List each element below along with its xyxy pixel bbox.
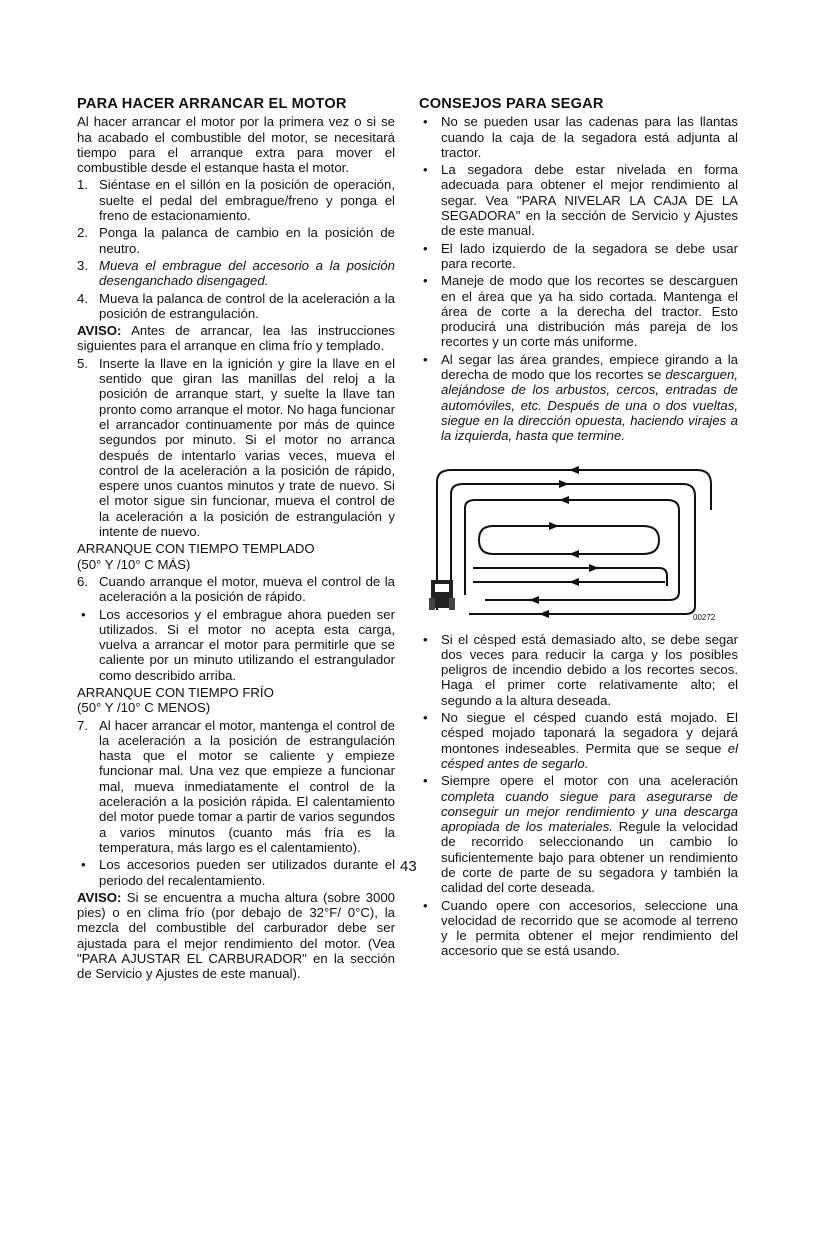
- page-number: 43: [400, 858, 417, 875]
- tip-bullet: [419, 352, 738, 444]
- tip-bullet: [419, 114, 738, 160]
- step-2: [77, 225, 395, 256]
- bullet-mark: •: [423, 114, 428, 130]
- warm-heading: ARRANQUE CON TIEMPO TEMPLADO: [77, 541, 315, 557]
- step-text: Cuando arranque el motor, mueva el control de la aceleración a la posición de rápido.: [99, 573, 395, 605]
- bullet-mark: •: [423, 351, 428, 367]
- bullet-text: No se pueden usar las cadenas para las llantas cuando la caja de la segadora está adjunta al tractor.: [441, 114, 738, 160]
- tip-bullet: [419, 898, 738, 959]
- aviso-text: Antes de arrancar, lea las instrucciones siguientes para el arranque en clima frío y templado.: [77, 323, 395, 354]
- bullet-text: El lado izquierdo de la segadora se debe usar para recorte.: [441, 240, 738, 271]
- bullet-text-italic: descarguen, alejándose de los arbustos, cercos, entradas de automóviles, etc. Después de una o dos vueltas, siegue en la dirección opuesta, haciendo virajes a la izquierda, hasta que termine.: [441, 367, 738, 444]
- warm-bullet: [77, 607, 395, 683]
- step-number: 4.: [77, 290, 88, 306]
- step-text: Siéntase en el sillón en la posición de operación, suelte el pedal del embrague/freno y ponga el freno de estacionamiento.: [99, 177, 395, 224]
- aviso-text: Si se encuentra a mucha altura (sobre 3000 pies) o en clima frío (por debajo de 32°F/ 0°C), la mezcla del combustible del carburador debe ser ajustada para el mejor rendimiento del motor. (Vea "PARA AJUSTAR EL CARBURADOR" en la sección de Servicio y Ajustes de este manual).: [77, 889, 395, 982]
- cold-heading: ARRANQUE CON TIEMPO FRÍO: [77, 684, 274, 700]
- mowing-pattern-diagram: [429, 460, 719, 622]
- bullet-mark: •: [81, 606, 86, 622]
- step-number: 7.: [77, 717, 88, 733]
- step-4: [77, 291, 395, 322]
- step-text: Inserte la llave en la ignición y gire la llave en el sentido que giran las manillas del reloj a la posición de arranque start, y suelte la llave tan pronto como arranque el motor. No haga funcionar el arrancador continuamente por más de quince segundos por minuto. Si el motor no arranca después de intentarlo varias veces, mueva el control de la aceleración a la posición de rápido, espere unos cuantos minutos y trate de nuevo. Si el motor sigue sin funcionar, mueva el control de la aceleración a la posición de estrangulación y intente de nuevo.: [99, 355, 395, 540]
- aviso-label: AVISO:: [77, 889, 122, 905]
- bullet-mark: •: [423, 773, 428, 789]
- bullet-mark: •: [423, 162, 428, 178]
- mowing-pattern-illustration: [429, 460, 719, 622]
- aviso-cold-warm: [77, 323, 395, 354]
- bullet-text: Si el césped está demasiado alto, se debe segar dos veces para reducir la carga y los posibles peligros de incendio debido a los recortes secos. Haga el primer corte relativamente alto; el segundo a la altura deseada.: [441, 631, 738, 708]
- cold-temp: (50° Y /10° C MENOS): [77, 700, 211, 716]
- bullet-mark: •: [423, 240, 428, 256]
- bullet-text-italic: completa cuando siegue para asegurarse de conseguir un mejor rendimiento y una descarga apropiada de los materiales.: [441, 788, 738, 835]
- bullet-text-normal: Al segar las área grandes, empiece girando a la derecha de modo que los recortes se: [441, 351, 738, 383]
- step-text: Al hacer arrancar el motor, mantenga el control de la aceleración a la posición de estrangulación hasta que el motor se caliente y empieze funcionar mal. Una vez que empieze a funcionar mal, mueva inmediatamente el control de la aceleración a la posición rápida. El calentamiento del motor puede tomar a partir de varios segundos a varios minutos (cuanto más fría es la temperatura, más largo es el calentamiento).: [99, 717, 395, 855]
- bullet-text: [441, 773, 738, 895]
- aviso-altitude: [77, 890, 395, 982]
- step-text: Mueva el embrague del accesorio a la posición desenganchado disengaged.: [99, 257, 395, 289]
- bullet-mark: •: [423, 631, 428, 647]
- bullet-mark: •: [81, 857, 86, 873]
- step-text: Mueva la palanca de control de la aceleración a la posición de estrangulación.: [99, 290, 395, 321]
- step-number: 3.: [77, 257, 88, 273]
- step-number: 2.: [77, 225, 88, 241]
- bullet-text: La segadora debe estar nivelada en forma adecuada para obtener el mejor rendimiento al segar. Vea "PARA NIVELAR LA CAJA DE LA SEGADORA" en la sección de Servicio y Ajustes de este manual.: [441, 162, 738, 239]
- step-5: [77, 356, 395, 540]
- step-text: Ponga la palanca de cambio en la posición de neutro.: [99, 225, 395, 256]
- bullet-text: Cuando opere con accesorios, seleccione una velocidad de recorrido que se acomode al terreno y le permita obtener el mejor rendimiento del accesorio que se está usando.: [441, 897, 738, 959]
- bullet-text: Maneje de modo que los recortes se descarguen en el área que ya ha sido cortada. Mantenga el área de corte a la derecha del tractor. Esto producirá una distribución más pareja de los recortes y un corte más uniforme.: [441, 273, 738, 350]
- step-number: 1.: [77, 177, 88, 193]
- bullet-text: Los accesorios pueden ser utilizados durante el periodo del recalentamiento.: [99, 857, 395, 888]
- bullet-text-normal: Siempre opere el motor con una aceleración: [441, 773, 738, 789]
- bullet-mark: •: [423, 897, 428, 913]
- bullet-text: [441, 352, 738, 444]
- section-heading-arranque: PARA HACER ARRANCAR EL MOTOR: [77, 96, 347, 112]
- step-1: [77, 177, 395, 223]
- intro-paragraph: Al hacer arrancar el motor por la primera vez o si se ha acabado el combustible del motor, se necesitará tiempo para el arranque extra para mover el combustible desde el estanque hasta el motor.: [77, 114, 395, 176]
- step-7: [77, 718, 395, 856]
- aviso-label: AVISO:: [77, 323, 122, 339]
- tip-bullet: [419, 773, 738, 895]
- bullet-mark: •: [423, 273, 428, 289]
- bullet-text-italic: el césped antes de segarlo.: [441, 740, 738, 771]
- tractor-icon: [429, 580, 455, 610]
- bullet-text-normal: No siegue el césped cuando está mojado. El césped mojado taponará la segadora y dejará montones indeseables. Permita que se seque: [441, 710, 738, 756]
- bullet-text: [441, 710, 738, 771]
- bullet-text-rest: Regule la velocidad de recorrido seleccionando un cambio lo suficientemente bajo para obtener un rendimiento de corte de parte de su segadora y también la calidad del corte deseada.: [441, 819, 738, 896]
- step-number: 6.: [77, 573, 88, 589]
- right-column: [419, 97, 738, 961]
- section-heading-consejos: CONSEJOS PARA SEGAR: [419, 96, 604, 112]
- bullet-mark: •: [423, 710, 428, 726]
- diagram-code: 00272: [693, 612, 716, 622]
- left-column: [77, 97, 395, 982]
- cold-bullet: [77, 857, 395, 888]
- tip-bullet: [419, 710, 738, 771]
- tip-bullet: [419, 241, 738, 272]
- bullet-text: Los accesorios y el embrague ahora pueden ser utilizados. Si el motor no acepta esta carga, vuelva a arrancar el motor para permitirle que se caliente por un minuto utilizando el estrangulador como describido arriba.: [99, 606, 395, 683]
- tip-bullet: [419, 162, 738, 238]
- step-6: [77, 574, 395, 605]
- step-number: 5.: [77, 355, 88, 371]
- tip-bullet: [419, 273, 738, 349]
- tip-bullet: [419, 632, 738, 708]
- step-3: [77, 258, 395, 289]
- warm-temp: (50° Y /10° C MÁS): [77, 556, 191, 572]
